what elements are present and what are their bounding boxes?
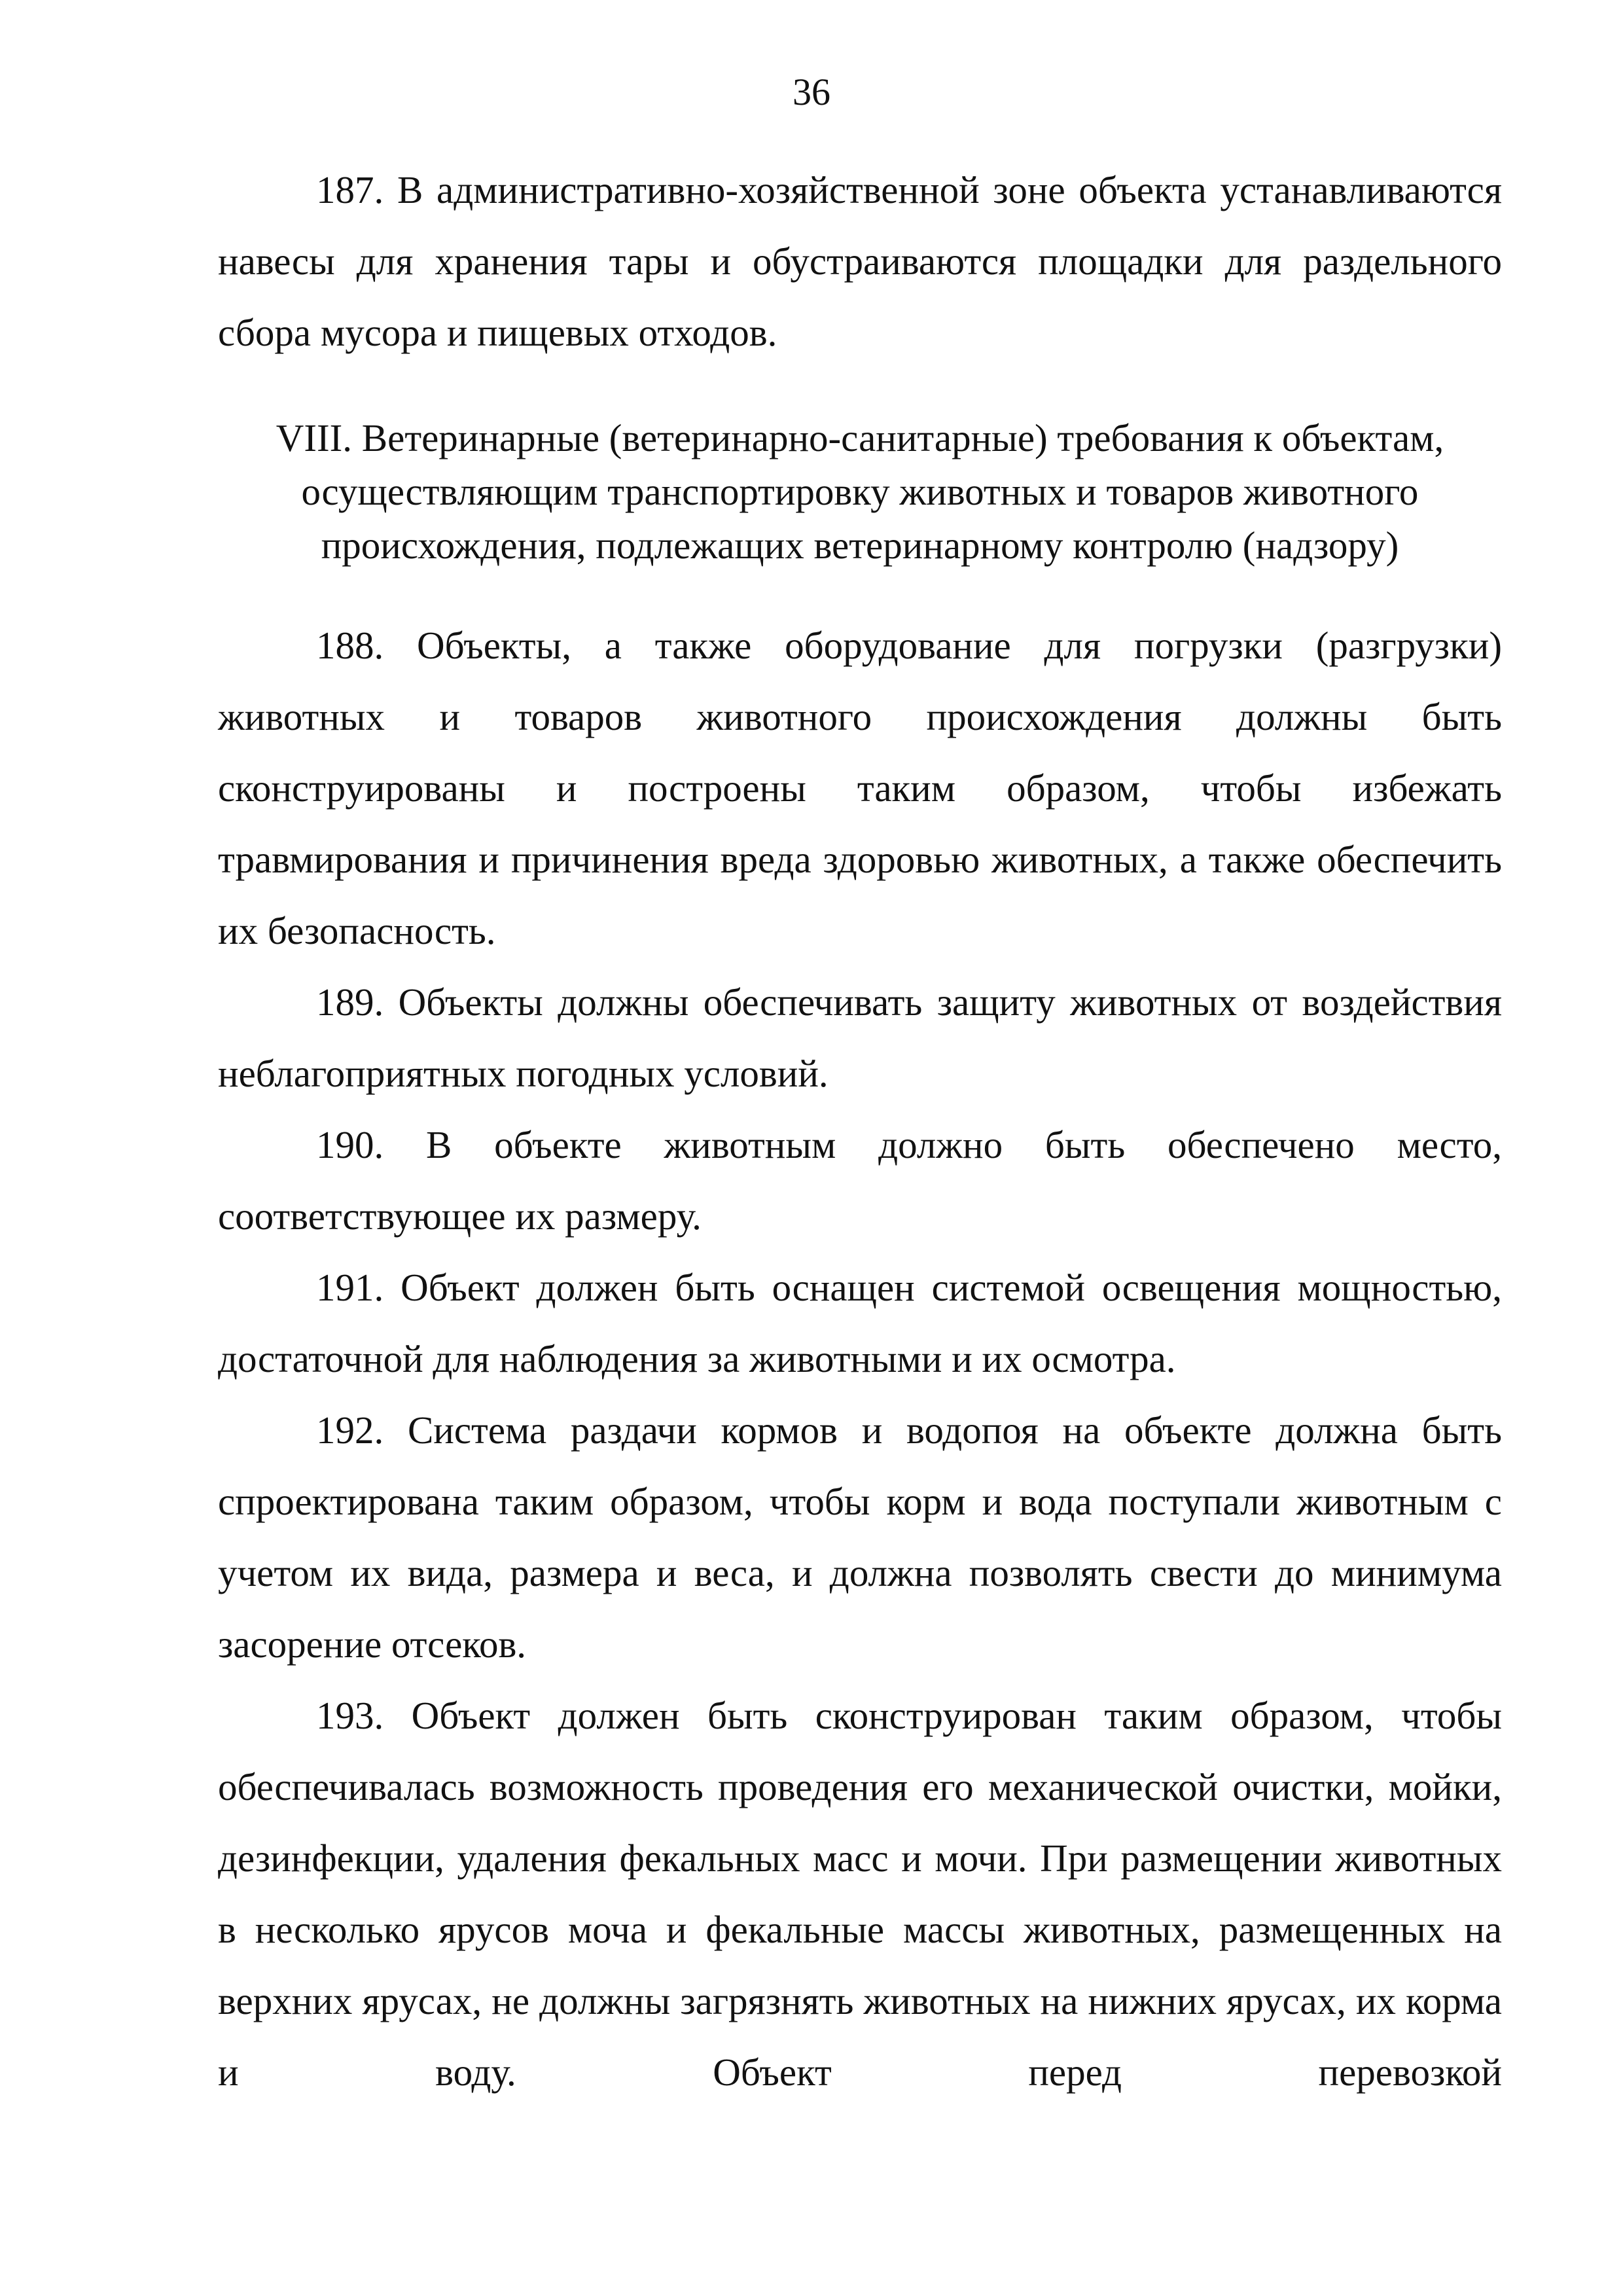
document-body-top <box>218 154 1502 368</box>
paragraph-190 <box>218 1109 1502 1252</box>
paragraph-187 <box>218 154 1502 368</box>
paragraph-number: 190. <box>316 1123 384 1166</box>
paragraph-191 <box>218 1252 1502 1395</box>
paragraph-number: 192. <box>316 1408 384 1452</box>
paragraph-193 <box>218 1680 1502 2108</box>
paragraph-text: Система раздачи кормов и водопоя на объекте должна быть спроектирована таким образом, чтобы корм и вода поступали животным с учетом их вида, размера и веса, и должна позволять свести до минимума засорение отсеков. <box>218 1408 1502 1666</box>
paragraph-number: 193. <box>316 1694 384 1737</box>
paragraph-192 <box>218 1395 1502 1680</box>
paragraph-number: 189. <box>316 980 384 1024</box>
paragraph-number: 188. <box>316 624 384 667</box>
paragraph-number: 187. <box>316 168 384 211</box>
paragraph-text: Объект должен быть оснащен системой освещения мощностью, достаточной для наблюдения за животными и их осмотра. <box>218 1266 1502 1380</box>
paragraph-text: В административно-хозяйственной зоне объекта устанавливаются навесы для хранения тары и обустраиваются площадки для раздельного сбора мусора и пищевых отходов. <box>218 168 1502 354</box>
paragraph-text: В объекте животным должно быть обеспечено место, соответствующее их размеру. <box>218 1123 1503 1238</box>
paragraph-text: Объекты, а также оборудование для погрузки (разгрузки) животных и товаров животного происхождения должны быть сконструированы и построены таким образом, чтобы избежать травмирования и причинения вреда здоровью животных, а также обеспечить их безопасность. <box>218 624 1502 952</box>
paragraph-number: 191. <box>316 1266 384 1309</box>
section-heading: VIII. Ветеринарные (ветеринарно-санитарные) требования к объектам, осуществляющим транспортировку животных и товаров животного происхождения, подлежащих ветеринарному контролю (надзору) <box>276 416 1444 567</box>
paragraph-text: Объекты должны обеспечивать защиту животных от воздействия неблагоприятных погодных условий. <box>218 980 1502 1095</box>
paragraph-188 <box>218 610 1502 967</box>
page-number: 36 <box>793 71 830 113</box>
document-body <box>218 610 1502 2108</box>
paragraph-189 <box>218 967 1502 1109</box>
paragraph-text: Объект должен быть сконструирован таким образом, чтобы обеспечивалась возможность проведения его механической очистки, мойки, дезинфекции, удаления фекальных масс и мочи. При размещении животных в несколько ярусов моча и фекальные массы животных, размещенных на верхних ярусах, не должны загрязнять животных на нижних ярусах, их корма и воду. Объект перед перевозкой <box>218 1694 1502 2094</box>
